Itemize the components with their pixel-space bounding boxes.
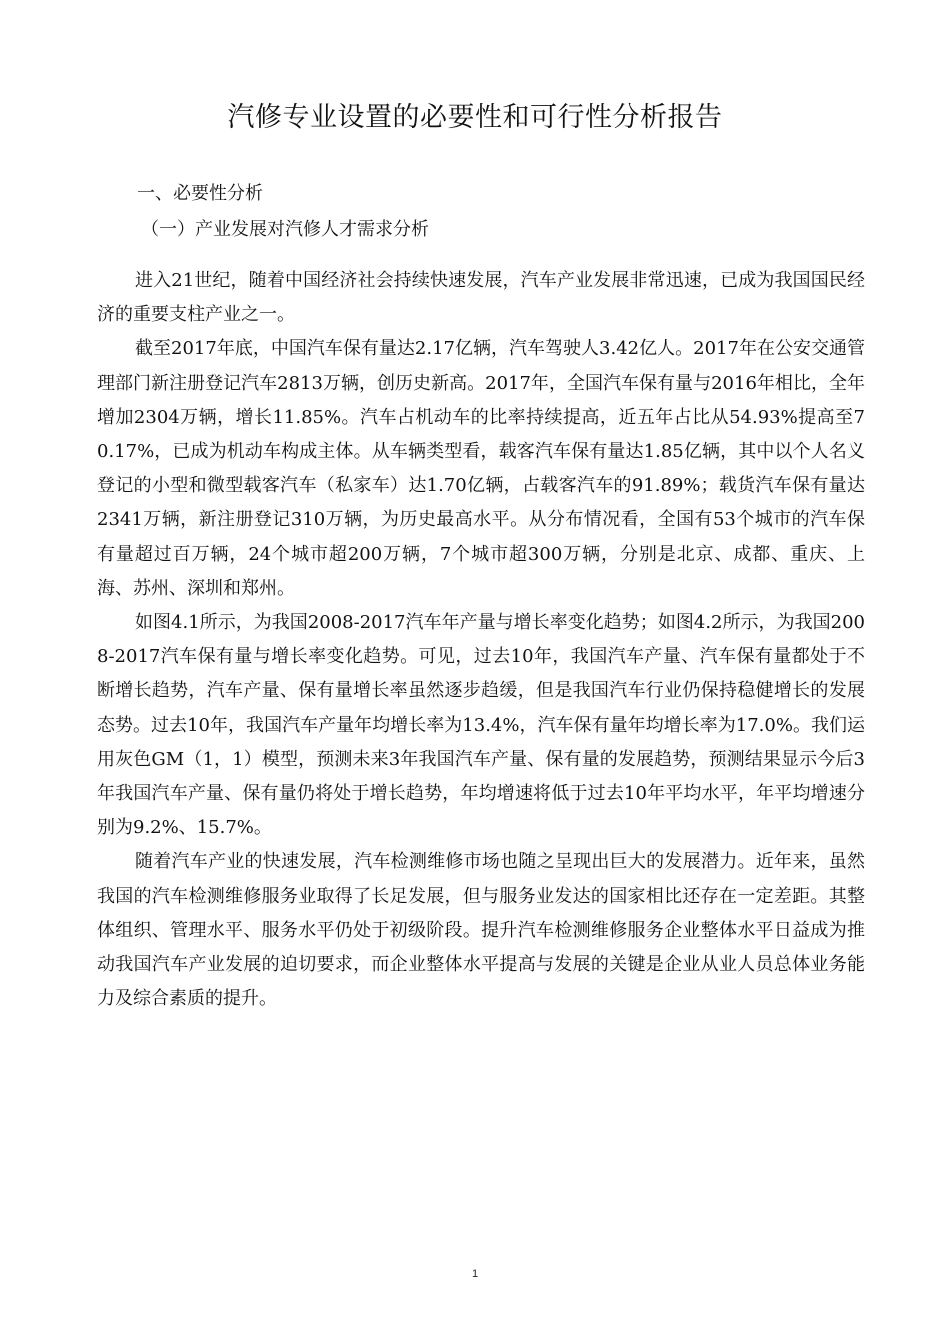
paragraph-trends: 如图4.1所示，为我国2008-2017汽车年产量与增长率变化趋势；如图4.2所示，为我国2008-2017汽车保有量与增长率变化趋势。可见，过去10年，我国汽车产量、汽车保有量都处于不断增长趋势，汽车产量、保有量增长率虽然逐步趋缓，但是我国汽车行业仍保持稳健增长的发展态势。过去10年，我国汽车产量年均增长率为13.4%，汽车保有量年均增长率为17.0%。我们运用灰色GM（1，1）模型，预测未来3年我国汽车产量、保有量的发展趋势，预测结果显示今后3年我国汽车产量、保有量仍将处于增长趋势，年均增速将低于过去10年平均水平，年平均增速分别为9.2%、15.7%。 [97,612,865,839]
document-body [97,176,865,1016]
heading-spacer [97,248,865,264]
page-number: 1 [471,1268,479,1280]
paragraph-intro: 进入21世纪，随着中国经济社会持续快速发展，汽车产业发展非常迅速，已成为我国国民经济的重要支柱产业之一。 [97,270,865,326]
subsection-heading: （一）产业发展对汽修人才需求分析 [141,219,429,240]
document-title: 汽修专业设置的必要性和可行性分析报告 [227,102,723,133]
section-heading: 一、必要性分析 [137,183,263,204]
paragraph-statistics: 截至2017年底，中国汽车保有量达2.17亿辆，汽车驾驶人3.42亿人。2017年在公安交通管理部门新注册登记汽车2813万辆，创历史新高。2017年，全国汽车保有量与2016年相比，全年增加2304万辆，增长11.85%。汽车占机动车的比率持续提高，近五年占比从54.93%提高至70.17%，已成为机动车构成主体。从车辆类型看，载客汽车保有量达1.85亿辆，其中以个人名义登记的小型和微型载客汽车（私家车）达1.70亿辆，占载客汽车的91.89%；载货汽车保有量达2341万辆，新注册登记310万辆，为历史最高水平。从分布情况看，全国有53个城市的汽车保有量超过百万辆，24个城市超200万辆，7个城市超300万辆，分别是北京、成都、重庆、上海、苏州、深圳和郑州。 [97,338,865,599]
paragraph-service-industry: 随着汽车产业的快速发展，汽车检测维修市场也随之呈现出巨大的发展潜力。近年来，虽然我国的汽车检测维修服务业取得了长足发展，但与服务业发达的国家相比还存在一定差距。其整体组织、管理水平、服务水平仍处于初级阶段。提升汽车检测维修服务企业整体水平日益成为推动我国汽车产业发展的迫切要求，而企业整体水平提高与发展的关键是企业从业人员总体业务能力及综合素质的提升。 [97,851,865,1010]
